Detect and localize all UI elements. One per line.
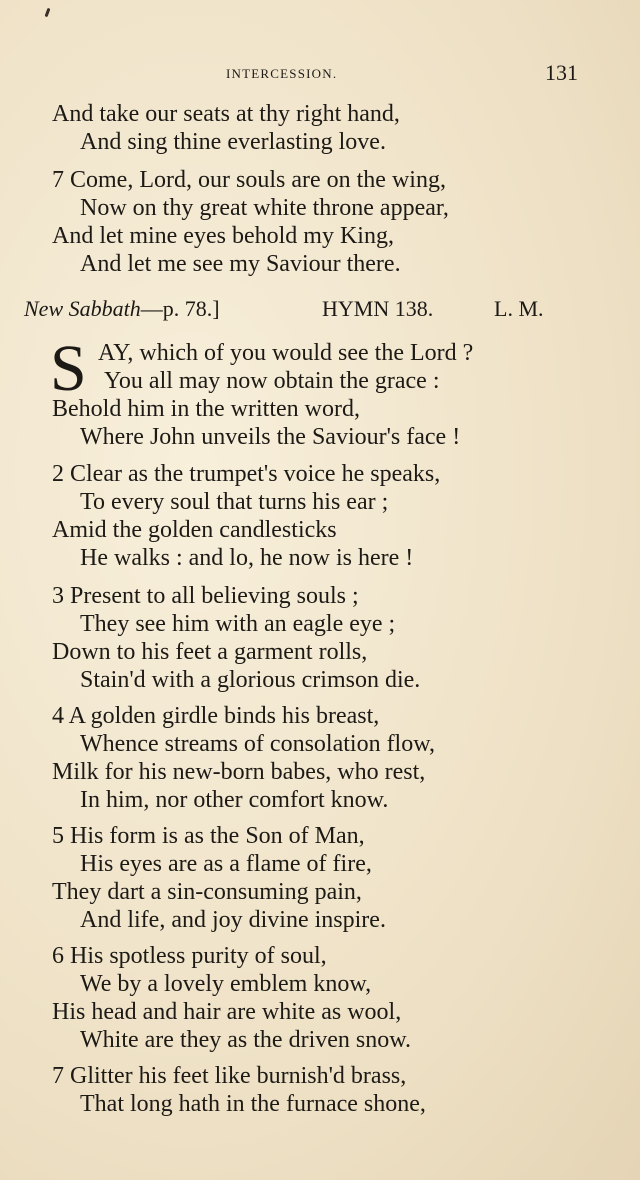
verse-line: 7 Glitter his feet like burnish'd brass, bbox=[52, 1063, 407, 1089]
verse-line: 4 A golden girdle binds his breast, bbox=[52, 703, 380, 729]
verse-line: Whence streams of consolation flow, bbox=[80, 731, 435, 757]
verse-line: They dart a sin-consuming pain, bbox=[52, 879, 362, 905]
running-title: INTERCESSION. bbox=[226, 66, 338, 81]
hymn-number: HYMN 138. bbox=[322, 296, 434, 321]
tune-reference: —p. 78.] bbox=[140, 296, 220, 321]
tune-name: New Sabbath bbox=[24, 296, 141, 321]
verse-line: And sing thine everlasting love. bbox=[80, 129, 386, 155]
verse-line: 2 Clear as the trumpet's voice he speaks, bbox=[52, 461, 441, 487]
page-number: 131 bbox=[545, 60, 578, 85]
hymn-meter: L. M. bbox=[494, 296, 544, 321]
verse-line: 3 Present to all believing souls ; bbox=[52, 583, 359, 609]
verse-line: In him, nor other comfort know. bbox=[80, 787, 389, 813]
verse-line: 5 His form is as the Son of Man, bbox=[52, 823, 365, 849]
verse-line: And take our seats at thy right hand, bbox=[52, 101, 400, 127]
verse-line: That long hath in the furnace shone, bbox=[80, 1091, 426, 1117]
verse-line: Milk for his new-born babes, who rest, bbox=[52, 759, 426, 785]
verse-line: To every soul that turns his ear ; bbox=[80, 489, 389, 515]
ink-fleck bbox=[45, 8, 51, 17]
verse-line: AY, which of you would see the Lord ? bbox=[98, 340, 474, 366]
verse-line: His eyes are as a flame of fire, bbox=[80, 851, 372, 877]
verse-line: He walks : and lo, he now is here ! bbox=[80, 545, 414, 571]
drop-cap: S bbox=[50, 332, 87, 405]
hymn-header bbox=[24, 296, 564, 322]
verse-line: And let me see my Saviour there. bbox=[80, 251, 401, 277]
verse-line: Stain'd with a glorious crimson die. bbox=[80, 667, 421, 693]
verse-line: You all may now obtain the grace : bbox=[104, 368, 440, 394]
verse-line: Down to his feet a garment rolls, bbox=[52, 639, 368, 665]
verse-line: Where John unveils the Saviour's face ! bbox=[80, 424, 461, 450]
verse-line: His head and hair are white as wool, bbox=[52, 999, 402, 1025]
verse-line: Behold him in the written word, bbox=[52, 396, 360, 422]
verse-line: Amid the golden candlesticks bbox=[52, 517, 337, 543]
verse-line: They see him with an eagle eye ; bbox=[80, 611, 396, 637]
verse-line: And life, and joy divine inspire. bbox=[80, 907, 386, 933]
verse-line: Now on thy great white throne appear, bbox=[80, 195, 449, 221]
verse-line: We by a lovely emblem know, bbox=[80, 971, 372, 997]
verse-line: White are they as the driven snow. bbox=[80, 1027, 411, 1053]
verse-line: 7 Come, Lord, our souls are on the wing, bbox=[52, 167, 446, 193]
verse-line: And let mine eyes behold my King, bbox=[52, 223, 394, 249]
verse-line: 6 His spotless purity of soul, bbox=[52, 943, 327, 969]
